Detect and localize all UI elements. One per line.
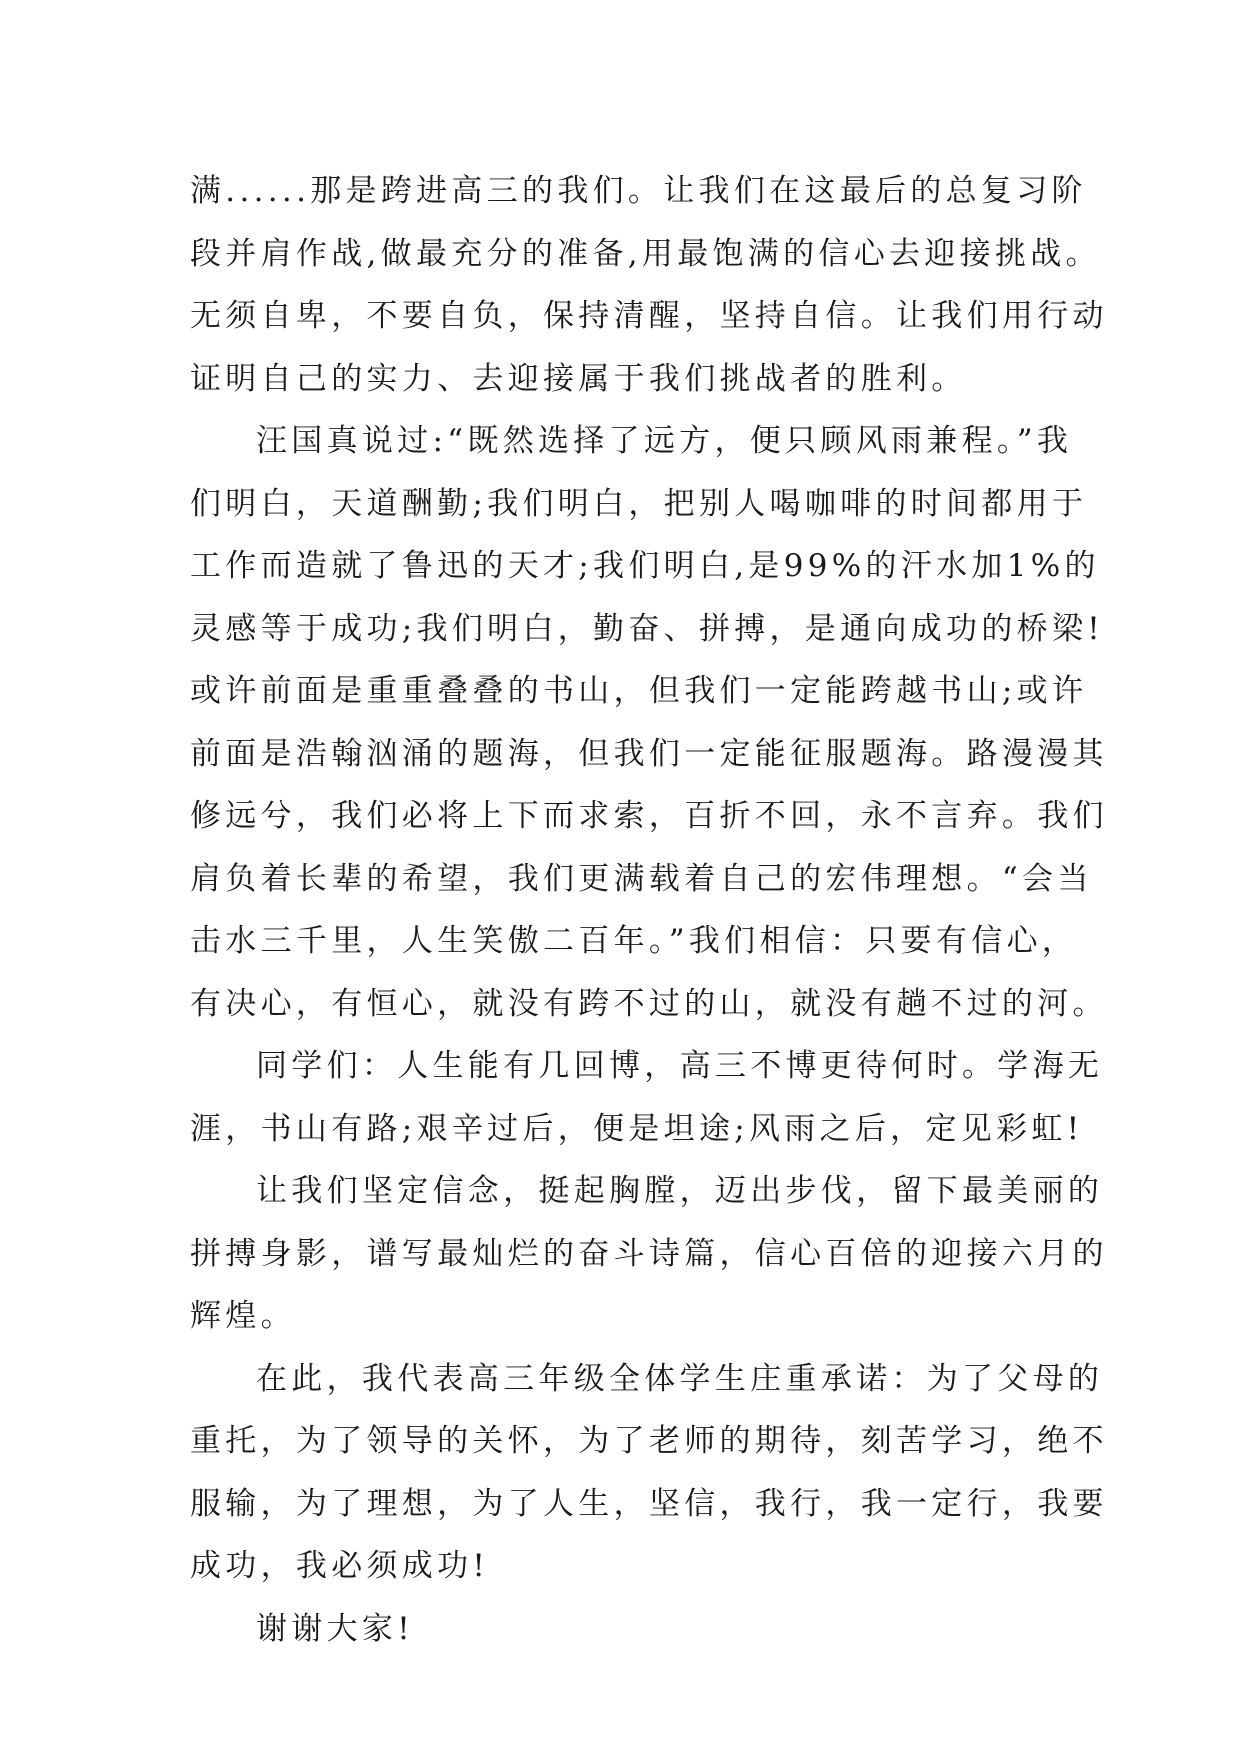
paragraph: [190, 410, 1108, 1035]
paragraph-line: 涯，书山有路;艰辛过后，便是坦途;风雨之后，定见彩虹!: [190, 1110, 1084, 1147]
paragraph-line: 同学们：人生能有几回博，高三不博更待何时。学海无: [256, 1048, 1104, 1084]
paragraph-line: 段并肩作战,做最充分的准备,用最饱满的信心去迎接挑战。: [190, 235, 1101, 272]
paragraph-line: 成功，我必须成功!: [190, 1548, 490, 1584]
paragraph-line: 拼搏身影，谱写最灿烂的奋斗诗篇，信心百倍的迎接六月的: [190, 1235, 1108, 1272]
paragraph: [190, 1035, 1104, 1160]
paragraph-line: 有决心，有恒心，就没有跨不过的山，就没有趟不过的河。: [190, 985, 1108, 1022]
paragraph-line: 肩负着长辈的希望，我们更满载着自己的宏伟理想。“会当: [190, 860, 1093, 897]
paragraph-line: 修远兮，我们必将上下而求索，百折不回，永不言弃。我们: [190, 798, 1108, 834]
paragraph: [190, 1160, 1108, 1348]
paragraph-line: 们明白，天道酬勤;我们明白，把别人喝咖啡的时间都用于: [190, 485, 1088, 522]
paragraph-line: 前面是浩翰汹涌的题海，但我们一定能征服题海。路漫漫其: [190, 735, 1108, 772]
paragraph-line: 汪国真说过:“既然选择了远方，便只顾风雨兼程。”我: [256, 423, 1073, 459]
paragraph: [190, 1348, 1108, 1598]
paragraph-line: 让我们坚定信念，挺起胸膛，迈出步伐，留下最美丽的: [256, 1173, 1104, 1209]
paragraph: [190, 160, 1108, 410]
paragraph-line: 证明自己的实力、去迎接属于我们挑战者的胜利。: [190, 360, 967, 397]
document-body: [190, 160, 1108, 1660]
paragraph: [190, 1598, 1060, 1661]
paragraph-line: 辉煌。: [190, 1298, 296, 1334]
paragraph-line: 无须自卑，不要自负，保持清醒，坚持自信。让我们用行动: [190, 298, 1108, 334]
paragraph-line: 或许前面是重重叠叠的书山，但我们一定能跨越书山;或许: [190, 673, 1088, 709]
paragraph-line: 服输，为了理想，为了人生，坚信，我行，我一定行，我要: [190, 1485, 1108, 1522]
paragraph-line: 重托，为了领导的关怀，为了老师的期待，刻苦学习，绝不: [190, 1423, 1108, 1459]
paragraph-line: 在此，我代表高三年级全体学生庄重承诺：为了父母的: [256, 1360, 1104, 1397]
paragraph-line: 满......那是跨进高三的我们。让我们在这最后的总复习阶: [190, 173, 1087, 209]
paragraph-line: 击水三千里，人生笑傲二百年。”我们相信：只要有信心，: [190, 923, 1078, 959]
paragraph-line: 工作而造就了鲁迅的天才;我们明白,是99%的汗水加1%的: [190, 548, 1100, 584]
paragraph-line: 灵感等于成功;我们明白，勤奋、拼搏，是通向成功的桥梁!: [190, 610, 1104, 647]
closing-line: 谢谢大家!: [256, 1610, 414, 1647]
